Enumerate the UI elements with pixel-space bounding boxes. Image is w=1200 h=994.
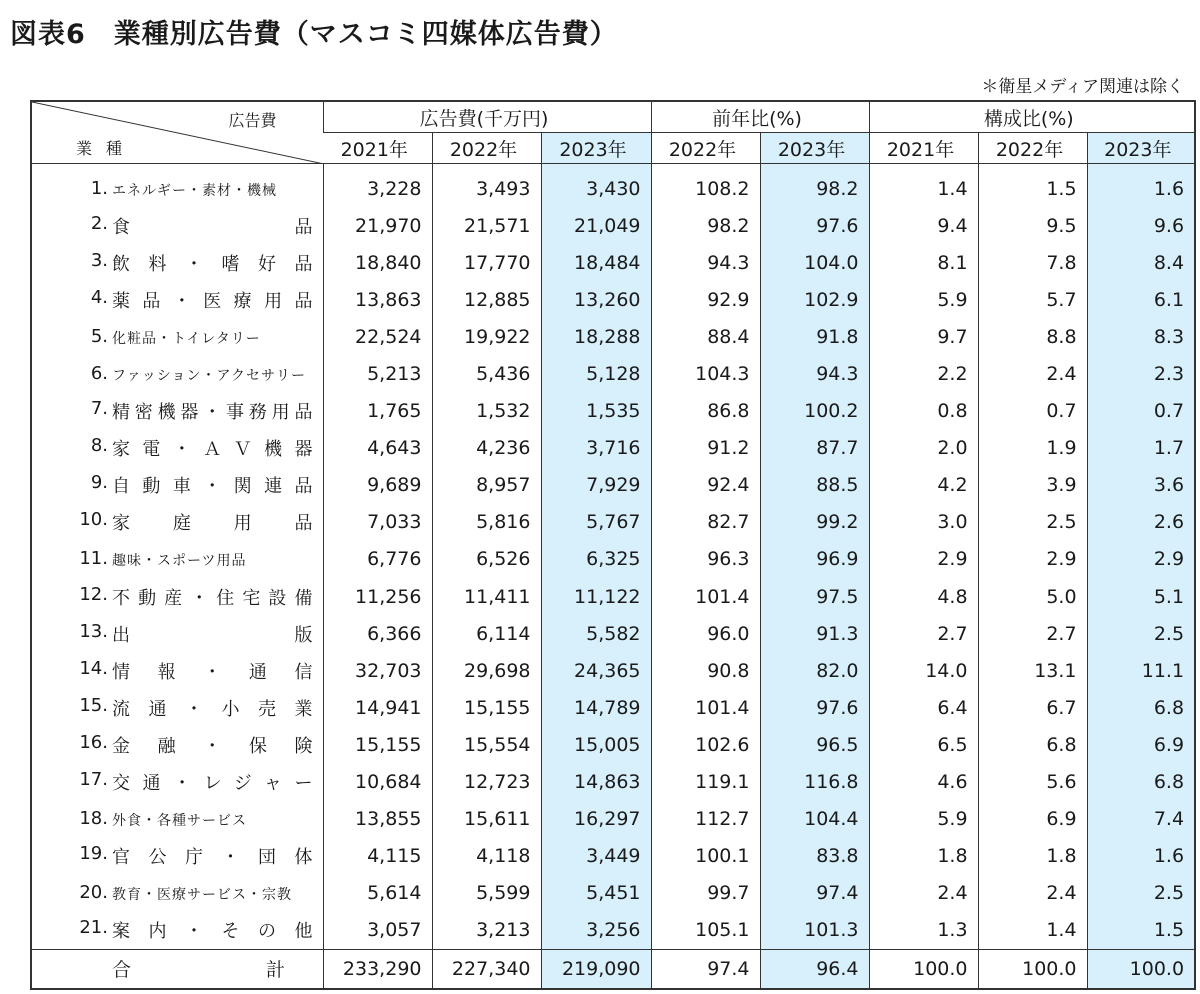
row-number: 4. [90, 286, 108, 308]
value-cell: 22,524 [323, 318, 432, 355]
industry-name [31, 838, 323, 875]
value-cell: 83.8 [760, 838, 869, 875]
industry-label: 教育・医療サービス・宗教 [112, 887, 292, 904]
table-row [31, 615, 1195, 652]
table-row [31, 764, 1195, 801]
industry-name [31, 207, 323, 244]
table-row [31, 504, 1195, 541]
industry-name [31, 164, 323, 208]
total-value-cell: 219,090 [541, 949, 651, 989]
table-row [31, 244, 1195, 281]
year-header: 2021年 [869, 133, 978, 164]
table-row [31, 838, 1195, 875]
value-cell: 9.5 [978, 207, 1087, 244]
value-cell: 102.6 [651, 726, 760, 763]
value-cell: 2.5 [1087, 875, 1195, 912]
table-row [31, 801, 1195, 838]
industry-name [31, 393, 323, 430]
industry-name [31, 578, 323, 615]
value-cell: 0.8 [869, 393, 978, 430]
year-header: 2022年 [432, 133, 541, 164]
value-cell: 5,436 [432, 355, 541, 392]
value-cell: 1.4 [869, 164, 978, 208]
industry-label: 外食・各種サービス [112, 813, 247, 830]
value-cell: 14,941 [323, 689, 432, 726]
year-header: 2021年 [323, 133, 432, 164]
value-cell: 9.6 [1087, 207, 1195, 244]
value-cell: 3,493 [432, 164, 541, 208]
value-cell: 5.9 [869, 281, 978, 318]
value-cell: 108.2 [651, 164, 760, 208]
row-number: 1. [90, 177, 108, 199]
value-cell: 9.4 [869, 207, 978, 244]
value-cell: 8.1 [869, 244, 978, 281]
table-row [31, 393, 1195, 430]
value-cell: 8.4 [1087, 244, 1195, 281]
industry-label: 金融・保険 [112, 735, 313, 757]
value-cell: 100.1 [651, 838, 760, 875]
value-cell: 88.4 [651, 318, 760, 355]
value-cell: 97.6 [760, 207, 869, 244]
value-cell: 15,155 [323, 726, 432, 763]
value-cell: 1.5 [978, 164, 1087, 208]
value-cell: 119.1 [651, 764, 760, 801]
year-header: 2023年 [760, 133, 869, 164]
year-header: 2023年 [1087, 133, 1195, 164]
value-cell: 6.1 [1087, 281, 1195, 318]
value-cell: 86.8 [651, 393, 760, 430]
value-cell: 15,005 [541, 726, 651, 763]
total-value-cell: 227,340 [432, 949, 541, 989]
value-cell: 1.9 [978, 430, 1087, 467]
total-value-cell: 100.0 [869, 949, 978, 989]
industry-label: 自動車・関連品 [112, 476, 313, 498]
ad-spend-table [30, 100, 1196, 990]
page-title: 図表6 業種別広告費（マスコミ四媒体広告費） [10, 19, 618, 50]
industry-name [31, 912, 323, 950]
group-header-share: 構成比(%) [869, 101, 1195, 133]
industry-name [31, 541, 323, 578]
value-cell: 5.6 [978, 764, 1087, 801]
value-cell: 6,114 [432, 615, 541, 652]
row-number: 20. [79, 882, 108, 904]
diagonal-header-cell [31, 101, 323, 164]
value-cell: 7.8 [978, 244, 1087, 281]
row-number: 5. [90, 325, 108, 347]
value-cell: 6.5 [869, 726, 978, 763]
value-cell: 3,256 [541, 912, 651, 950]
row-number: 8. [90, 435, 108, 457]
value-cell: 6.8 [1087, 689, 1195, 726]
industry-name [31, 244, 323, 281]
value-cell: 7,929 [541, 467, 651, 504]
value-cell: 4.8 [869, 578, 978, 615]
table-row [31, 281, 1195, 318]
value-cell: 1.3 [869, 912, 978, 950]
value-cell: 13,863 [323, 281, 432, 318]
value-cell: 96.9 [760, 541, 869, 578]
value-cell: 3,057 [323, 912, 432, 950]
value-cell: 11.1 [1087, 652, 1195, 689]
total-value-cell: 96.4 [760, 949, 869, 989]
table-row [31, 726, 1195, 763]
value-cell: 100.2 [760, 393, 869, 430]
value-cell: 5.0 [978, 578, 1087, 615]
value-cell: 6.7 [978, 689, 1087, 726]
row-number: 13. [79, 620, 108, 642]
value-cell: 104.3 [651, 355, 760, 392]
total-value-cell: 100.0 [978, 949, 1087, 989]
row-number: 18. [79, 808, 108, 830]
value-cell: 92.9 [651, 281, 760, 318]
value-cell: 91.2 [651, 430, 760, 467]
value-cell: 21,571 [432, 207, 541, 244]
value-cell: 1.5 [1087, 912, 1195, 950]
value-cell: 10,684 [323, 764, 432, 801]
value-cell: 2.5 [978, 504, 1087, 541]
value-cell: 11,411 [432, 578, 541, 615]
industry-label: 飲料・嗜好品 [112, 253, 313, 275]
value-cell: 6,325 [541, 541, 651, 578]
row-number: 2. [90, 212, 108, 234]
value-cell: 5,451 [541, 875, 651, 912]
total-value-cell: 233,290 [323, 949, 432, 989]
table-row [31, 541, 1195, 578]
value-cell: 94.3 [651, 244, 760, 281]
value-cell: 9.7 [869, 318, 978, 355]
value-cell: 29,698 [432, 652, 541, 689]
row-number: 3. [90, 249, 108, 271]
total-label: 合 計 [31, 949, 323, 989]
value-cell: 91.8 [760, 318, 869, 355]
value-cell: 101.4 [651, 578, 760, 615]
value-cell: 97.6 [760, 689, 869, 726]
industry-name [31, 726, 323, 763]
value-cell: 1.8 [869, 838, 978, 875]
value-cell: 82.7 [651, 504, 760, 541]
industry-name [31, 615, 323, 652]
value-cell: 14.0 [869, 652, 978, 689]
value-cell: 1,535 [541, 393, 651, 430]
value-cell: 5.9 [869, 801, 978, 838]
industry-label: 食品 [112, 216, 313, 238]
value-cell: 6.9 [978, 801, 1087, 838]
value-cell: 2.4 [869, 875, 978, 912]
industry-label: 家電・ＡＶ機器 [112, 439, 313, 461]
row-number: 19. [79, 843, 108, 865]
value-cell: 0.7 [1087, 393, 1195, 430]
industry-label: 薬品・医療用品 [112, 290, 313, 312]
value-cell: 6,526 [432, 541, 541, 578]
value-cell: 32,703 [323, 652, 432, 689]
value-cell: 92.4 [651, 467, 760, 504]
value-cell: 3.6 [1087, 467, 1195, 504]
value-cell: 24,365 [541, 652, 651, 689]
value-cell: 4,643 [323, 430, 432, 467]
value-cell: 1,765 [323, 393, 432, 430]
industry-name [31, 430, 323, 467]
value-cell: 3,716 [541, 430, 651, 467]
value-cell: 91.3 [760, 615, 869, 652]
value-cell: 2.4 [978, 875, 1087, 912]
value-cell: 9,689 [323, 467, 432, 504]
value-cell: 4,115 [323, 838, 432, 875]
value-cell: 82.0 [760, 652, 869, 689]
value-cell: 15,155 [432, 689, 541, 726]
industry-name [31, 875, 323, 912]
header-industry-label: 業種 [76, 139, 137, 158]
value-cell: 4,118 [432, 838, 541, 875]
value-cell: 98.2 [760, 164, 869, 208]
row-number: 11. [79, 548, 108, 570]
value-cell: 16,297 [541, 801, 651, 838]
value-cell: 101.4 [651, 689, 760, 726]
row-number: 9. [90, 472, 108, 494]
industry-label: エネルギー・素材・機械 [112, 182, 277, 199]
value-cell: 5,614 [323, 875, 432, 912]
value-cell: 1.7 [1087, 430, 1195, 467]
value-cell: 2.3 [1087, 355, 1195, 392]
industry-label: 交通・レジャー [112, 773, 313, 795]
year-header: 2022年 [978, 133, 1087, 164]
value-cell: 3,430 [541, 164, 651, 208]
value-cell: 6.8 [1087, 764, 1195, 801]
value-cell: 18,288 [541, 318, 651, 355]
value-cell: 2.7 [869, 615, 978, 652]
industry-label: 出版 [112, 624, 313, 646]
row-number: 17. [79, 769, 108, 791]
industry-label: 案内・その他 [112, 921, 313, 943]
row-number: 7. [90, 398, 108, 420]
value-cell: 2.6 [1087, 504, 1195, 541]
value-cell: 7.4 [1087, 801, 1195, 838]
value-cell: 104.0 [760, 244, 869, 281]
value-cell: 11,256 [323, 578, 432, 615]
table-row [31, 689, 1195, 726]
value-cell: 3,213 [432, 912, 541, 950]
industry-name [31, 318, 323, 355]
value-cell: 104.4 [760, 801, 869, 838]
row-number: 6. [90, 363, 108, 385]
value-cell: 13,260 [541, 281, 651, 318]
value-cell: 18,840 [323, 244, 432, 281]
value-cell: 96.3 [651, 541, 760, 578]
value-cell: 5,582 [541, 615, 651, 652]
table-row [31, 912, 1195, 950]
value-cell: 98.2 [651, 207, 760, 244]
industry-label: 流通・小売業 [112, 698, 313, 720]
value-cell: 2.4 [978, 355, 1087, 392]
industry-name [31, 801, 323, 838]
value-cell: 97.5 [760, 578, 869, 615]
table-row [31, 467, 1195, 504]
value-cell: 3,449 [541, 838, 651, 875]
value-cell: 1.6 [1087, 164, 1195, 208]
year-header: 2023年 [541, 133, 651, 164]
value-cell: 5,816 [432, 504, 541, 541]
value-cell: 2.5 [1087, 615, 1195, 652]
table-row [31, 430, 1195, 467]
value-cell: 6,366 [323, 615, 432, 652]
value-cell: 99.7 [651, 875, 760, 912]
header-ad-spend-label: 広告費 [228, 111, 277, 130]
value-cell: 4,236 [432, 430, 541, 467]
value-cell: 2.2 [869, 355, 978, 392]
value-cell: 6,776 [323, 541, 432, 578]
value-cell: 18,484 [541, 244, 651, 281]
row-number: 16. [79, 731, 108, 753]
industry-label: 官公庁・団体 [112, 847, 313, 869]
value-cell: 15,554 [432, 726, 541, 763]
value-cell: 3.0 [869, 504, 978, 541]
value-cell: 4.2 [869, 467, 978, 504]
row-number: 15. [79, 694, 108, 716]
value-cell: 17,770 [432, 244, 541, 281]
table-row [31, 355, 1195, 392]
value-cell: 1.8 [978, 838, 1087, 875]
row-number: 12. [79, 583, 108, 605]
row-number: 21. [79, 917, 108, 939]
value-cell: 96.0 [651, 615, 760, 652]
value-cell: 13.1 [978, 652, 1087, 689]
industry-label: 精密機器・事務用品 [112, 402, 313, 424]
row-number: 14. [79, 657, 108, 679]
value-cell: 97.4 [760, 875, 869, 912]
industry-name [31, 467, 323, 504]
industry-name [31, 652, 323, 689]
value-cell: 3.9 [978, 467, 1087, 504]
group-header-yoy: 前年比(%) [651, 101, 869, 133]
table-row [31, 578, 1195, 615]
industry-label: 化粧品・トイレタリー [112, 330, 261, 347]
value-cell: 21,049 [541, 207, 651, 244]
table-row [31, 164, 1195, 208]
value-cell: 105.1 [651, 912, 760, 950]
value-cell: 99.2 [760, 504, 869, 541]
group-header-ad-spend: 広告費(千万円) [323, 101, 651, 133]
value-cell: 2.9 [978, 541, 1087, 578]
value-cell: 5,767 [541, 504, 651, 541]
value-cell: 15,611 [432, 801, 541, 838]
value-cell: 11,122 [541, 578, 651, 615]
industry-name [31, 355, 323, 392]
value-cell: 14,789 [541, 689, 651, 726]
value-cell: 8.3 [1087, 318, 1195, 355]
value-cell: 2.0 [869, 430, 978, 467]
value-cell: 2.7 [978, 615, 1087, 652]
value-cell: 116.8 [760, 764, 869, 801]
table-row [31, 207, 1195, 244]
value-cell: 7,033 [323, 504, 432, 541]
industry-label: 不動産・住宅設備 [112, 587, 313, 609]
industry-name [31, 281, 323, 318]
value-cell: 19,922 [432, 318, 541, 355]
value-cell: 5,599 [432, 875, 541, 912]
value-cell: 6.9 [1087, 726, 1195, 763]
total-value-cell: 100.0 [1087, 949, 1195, 989]
value-cell: 101.3 [760, 912, 869, 950]
value-cell: 13,855 [323, 801, 432, 838]
value-cell: 6.8 [978, 726, 1087, 763]
total-value-cell: 97.4 [651, 949, 760, 989]
table-row [31, 875, 1195, 912]
row-number: 10. [79, 509, 108, 531]
value-cell: 94.3 [760, 355, 869, 392]
value-cell: 21,970 [323, 207, 432, 244]
value-cell: 12,723 [432, 764, 541, 801]
table-row [31, 318, 1195, 355]
value-cell: 12,885 [432, 281, 541, 318]
industry-label: ファッション・アクセサリー [112, 368, 307, 385]
value-cell: 5,128 [541, 355, 651, 392]
value-cell: 8,957 [432, 467, 541, 504]
value-cell: 88.5 [760, 467, 869, 504]
value-cell: 8.8 [978, 318, 1087, 355]
industry-label: 情報・通信 [112, 661, 313, 683]
value-cell: 4.6 [869, 764, 978, 801]
footnote: ＊衛星メディア関連は除く [981, 77, 1184, 97]
total-row [31, 949, 1195, 989]
industry-name [31, 689, 323, 726]
value-cell: 102.9 [760, 281, 869, 318]
year-header: 2022年 [651, 133, 760, 164]
value-cell: 0.7 [978, 393, 1087, 430]
value-cell: 1.6 [1087, 838, 1195, 875]
industry-name [31, 504, 323, 541]
industry-label: 趣味・スポーツ用品 [112, 553, 247, 570]
value-cell: 87.7 [760, 430, 869, 467]
value-cell: 5.7 [978, 281, 1087, 318]
value-cell: 5,213 [323, 355, 432, 392]
value-cell: 6.4 [869, 689, 978, 726]
value-cell: 1.4 [978, 912, 1087, 950]
industry-label: 家庭用品 [112, 513, 313, 535]
table-row [31, 652, 1195, 689]
value-cell: 2.9 [869, 541, 978, 578]
value-cell: 112.7 [651, 801, 760, 838]
value-cell: 90.8 [651, 652, 760, 689]
value-cell: 1,532 [432, 393, 541, 430]
value-cell: 96.5 [760, 726, 869, 763]
value-cell: 5.1 [1087, 578, 1195, 615]
value-cell: 3,228 [323, 164, 432, 208]
value-cell: 14,863 [541, 764, 651, 801]
value-cell: 2.9 [1087, 541, 1195, 578]
industry-name [31, 764, 323, 801]
